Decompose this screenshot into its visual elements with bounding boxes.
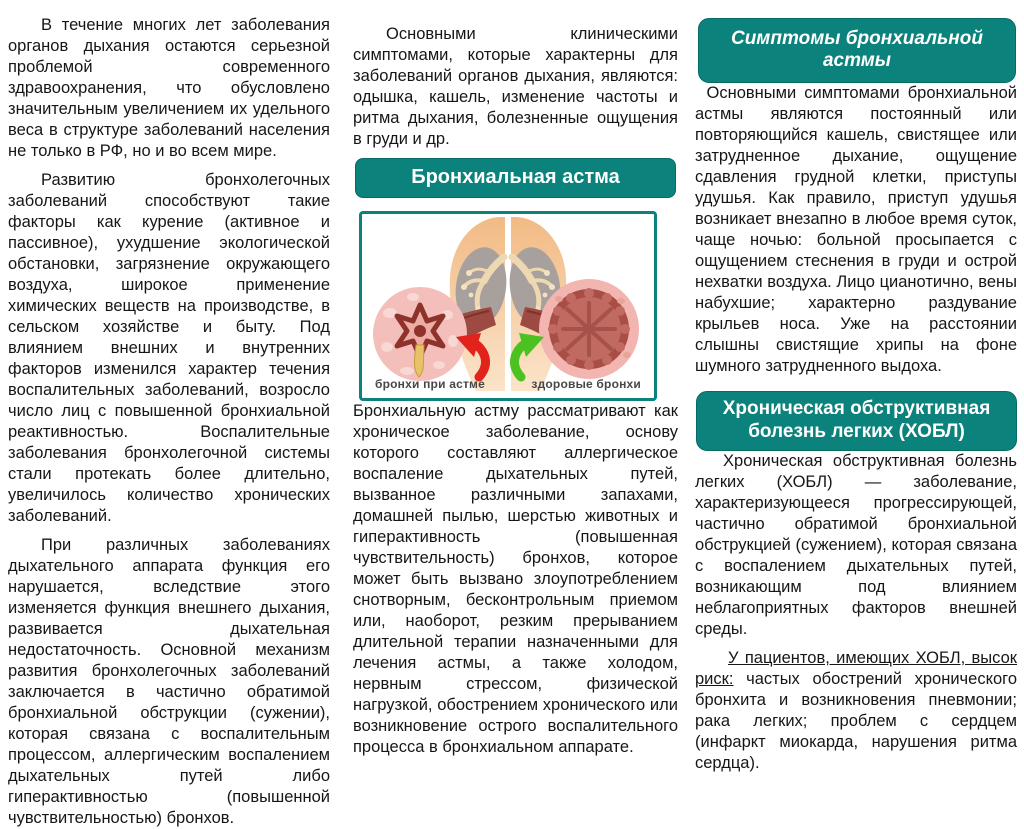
- left-paragraph-1: В течение многих лет заболевания органов дыхания остаются серьезной проблемой современного здравоохранения, что обусловлено значительным увеличением их удельного веса в структуре заболеваний населения не только в РФ, но и во всем мире.: [8, 16, 330, 160]
- left-column: [0, 0, 345, 827]
- left-paragraph-3: При различных заболеваниях дыхательного аппарата функция его нарушается, вследствие этого изменяется функция внешнего дыхания, развивается дыхательная недостаточность. Основной механизм развития бронхолегочных заболеваний заключается в частично обратимой бронхиальной обструкции (сужении), которая связана с воспалительным процессом, аллергическим воспалением дыхательных путей либо гиперактивностью (повышенной чувствительностью) бронхов.: [8, 536, 330, 827]
- copd-paragraph: Хроническая обструктивная болезнь легких (ХОБЛ) — заболевание, характеризующееся прогрессирующей, частично обратимой бронхиальной обструкцией (сужением), которая связана с воспалением дыхательных путей, возникающим под влиянием неблагоприятных факторов внешней среды.: [695, 452, 1017, 638]
- section-header-bronchial-asthma: Бронхиальная астма: [355, 158, 676, 198]
- middle-column: [345, 0, 690, 756]
- right-column: [690, 0, 1024, 772]
- section-header-copd: Хроническая обструктивная болезнь легких (ХОБЛ): [696, 391, 1017, 451]
- asthma-bronchi-label: бронхи при астме: [375, 377, 485, 391]
- healthy-bronchi-label: здоровые бронхи: [531, 377, 641, 391]
- left-paragraph-2: Развитию бронхолегочных заболеваний способствуют такие факторы как курение (активное и пассивное), ухудшение экологической обстановки, загрязнение окружающего воздуха, широкое применение химических веществ на производстве, в сельском хозяйстве и быту. Под влиянием внешних и внутренних факторов изменился характер течения воспалительных заболеваний, возросло число лиц с повышенной бронхиальной реактивностью. Воспалительные заболевания бронхолегочной системы стали протекать более длительно, увеличилось количество хронических заболеваний.: [8, 171, 330, 525]
- risk-rest-text: частых обострений хронического бронхита и возникновения пневмонии; рака легких; проблем с сердцем (инфаркт миокарда, нарушения ритма сердца).: [695, 670, 1017, 772]
- symptoms-paragraph: Основными симптомами бронхиальной астмы являются постоянный или повторяющийся кашель, свистящее или затрудненное дыхание, ощущение сдавления грудной клетки, приступы удушья. Как правило, приступ удушья возникает внезапно в любое время суток, чаще ночью: больной просыпается с ощущением стеснения в груди и острой нехватки воздуха. Лицо цианотично, вены набухшие; характерно раздувание крыльев носа. Уже на расстоянии слышны свистящие хрипы на фоне шумного затрудненного выдоха.: [695, 84, 1017, 375]
- copd-risk-paragraph: [695, 648, 1017, 774]
- bronchi-illustration: [359, 211, 657, 401]
- section-header-asthma-symptoms: Симптомы бронхиальной астмы: [698, 18, 1016, 83]
- middle-intro-paragraph: Основными клиническими симптомами, которые характерны для заболеваний органов дыхания, являются: одышка, кашель, изменение частоты и ритма дыхания, болезненные ощущения в груди и др.: [353, 25, 678, 148]
- bronchi-comparison-graphic: [363, 215, 653, 395]
- middle-body-paragraph: Бронхиальную астму рассматривают как хроническое заболевание, основу которого составляют аллергическое воспаление дыхательных путей, вызванное различными запахами, домашней пылью, шерстью животных и гиперактивность (повышенная чувствительность) бронхов, которое может быть вызвано злоупотреблением снотворным, бесконтрольным приемом или, наоборот, резким прерыванием длительной терапии назначенными для лечения астмы, а также холодом, нервным стрессом, физической нагрузкой, обострением хронического или возникновение острого воспалительного процесса в бронхиальном аппарате.: [353, 402, 678, 756]
- risk-underlined-text: У пациентов, имеющих ХОБЛ, высок риск:: [695, 649, 1017, 688]
